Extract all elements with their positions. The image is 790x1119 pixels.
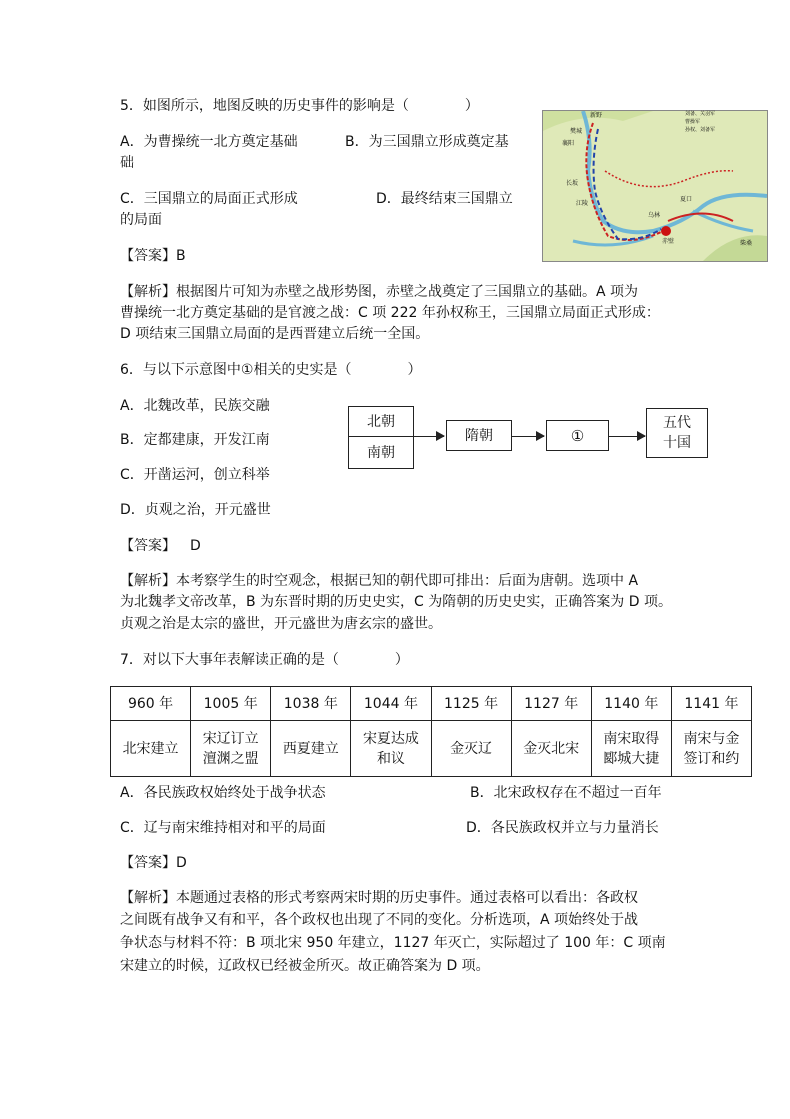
event-line1: 南宋取得 bbox=[603, 730, 660, 747]
q7-expl-text1: 本题通过表格的形式考察两宋时期的历史事件。通过表格可以看出：各政权 bbox=[176, 890, 638, 906]
year-cell: 1125 年 bbox=[431, 687, 511, 721]
five-dynasties-line2: 十国 bbox=[663, 435, 691, 451]
arrow-3 bbox=[609, 436, 645, 437]
map-place-xiangyang: 襄阳 bbox=[562, 140, 575, 147]
q5-option-a: A．为曹操统一北方奠定基础 bbox=[120, 134, 298, 150]
year-cell: 1044 年 bbox=[351, 687, 431, 721]
event-line1: 宋辽订立 bbox=[202, 730, 259, 747]
year-cell: 960 年 bbox=[111, 687, 191, 721]
q6-answer-label: 【答案】 bbox=[120, 538, 176, 554]
q7-option-b: B．北宋政权存在不超过一百年 bbox=[470, 785, 662, 801]
event-line1: 金灭北宋 bbox=[523, 740, 580, 757]
q6-answer-value: D bbox=[190, 538, 201, 554]
event-cell bbox=[271, 721, 351, 777]
events-table bbox=[110, 686, 752, 777]
map-legend-3: 孙权、刘备军 bbox=[685, 127, 716, 133]
q6-explanation-line1 bbox=[120, 571, 638, 591]
box-south-dynasty: 南朝 bbox=[348, 436, 414, 469]
event-line1: 北宋建立 bbox=[122, 740, 179, 757]
map-place-changban: 长坂 bbox=[566, 180, 579, 187]
q7-option-c: C．辽与南宋维持相对和平的局面 bbox=[120, 820, 326, 836]
year-cell: 1038 年 bbox=[271, 687, 351, 721]
q5-option-d: D．最终结束三国鼎立 bbox=[376, 191, 513, 207]
q6-option-c: C．开凿运河，创立科举 bbox=[120, 467, 270, 483]
event-cell bbox=[671, 721, 751, 777]
event-line2: 郾城大捷 bbox=[603, 750, 660, 767]
map-place-chibi: 赤壁 bbox=[662, 238, 675, 245]
q6-expl-label: 【解析】 bbox=[120, 573, 176, 589]
box-five-dynasties bbox=[646, 408, 708, 458]
q7-explanation-line3: 争状态与材料不符：B 项北宋 950 年建立，1127 年灭亡，实际超过了 100 年：C 项南 bbox=[120, 935, 666, 951]
q6-option-a: A．北魏改革，民族交融 bbox=[120, 398, 270, 414]
event-cell bbox=[111, 721, 191, 777]
map-place-jiangling: 江陵 bbox=[576, 200, 589, 207]
q7-answer: 【答案】D bbox=[120, 855, 187, 871]
q5-option-d-cont: 的局面 bbox=[120, 212, 162, 228]
year-cell: 1141 年 bbox=[671, 687, 751, 721]
q5-stem: 5．如图所示，地图反映的历史事件的影响是（ ） bbox=[120, 98, 479, 114]
q6-explanation-line2: 为北魏孝文帝改革，B 为东晋时期的历史史实，C 为隋朝的历史史实，正确答案为 D 项。 bbox=[120, 594, 672, 610]
event-cell bbox=[351, 721, 431, 777]
box-north-dynasty: 北朝 bbox=[348, 406, 414, 437]
event-line1: 南宋与金 bbox=[683, 730, 740, 747]
map-place-wulin: 乌林 bbox=[648, 212, 661, 219]
q7-option-a: A．各民族政权始终处于战争状态 bbox=[120, 785, 326, 801]
event-line1: 金灭辽 bbox=[450, 740, 493, 757]
table-row-events bbox=[111, 721, 752, 777]
q6-option-d: D．贞观之治，开元盛世 bbox=[120, 502, 271, 518]
q7-expl-label: 【解析】 bbox=[120, 890, 176, 906]
q7-explanation-line2: 之间既有战争又有和平，各个政权也出现了不同的变化。分析选项，A 项始终处于战 bbox=[120, 912, 639, 928]
q5-option-c: C．三国鼎立的局面正式形成 bbox=[120, 191, 298, 207]
q5-explanation-line3: D 项结束三国鼎立局面的是西晋建立后统一全国。 bbox=[120, 326, 430, 342]
q6-explanation-line3: 贞观之治是太宗的盛世，开元盛世为唐玄宗的盛世。 bbox=[120, 616, 442, 632]
year-cell: 1140 年 bbox=[591, 687, 671, 721]
q5-explanation-line1 bbox=[120, 282, 638, 302]
q5-expl-label: 【解析】 bbox=[120, 284, 176, 300]
q5-explanation-line2: 曹操统一北方奠定基础的是官渡之战：C 项 222 年孙权称王，三国鼎立局面正式形成： bbox=[120, 305, 660, 321]
map-place-xinye: 新野 bbox=[590, 112, 603, 119]
q6-expl-text1: 本考察学生的时空观念，根据已知的朝代即可排出：后面为唐朝。选项中 A bbox=[176, 573, 639, 589]
q6-option-b: B．定都建康，开发江南 bbox=[120, 432, 270, 448]
year-cell: 1127 年 bbox=[511, 687, 591, 721]
q7-stem: 7．对以下大事年表解读正确的是（ ） bbox=[120, 652, 409, 668]
q7-explanation-line4: 宋建立的时候，辽政权已经被金所灭。故正确答案为 D 项。 bbox=[120, 958, 490, 974]
event-line2: 和议 bbox=[376, 750, 405, 767]
q5-option-b: B．为三国鼎立形成奠定基 bbox=[345, 134, 509, 150]
q5-answer: 【答案】B bbox=[120, 248, 186, 264]
box-circle-one: ① bbox=[546, 420, 609, 451]
q5-expl-text1: 根据图片可知为赤壁之战形势图，赤壁之战奠定了三国鼎立的基础。A 项为 bbox=[176, 284, 639, 300]
q7-explanation-line1 bbox=[120, 888, 638, 908]
five-dynasties-line1: 五代 bbox=[663, 415, 691, 431]
table-row-years bbox=[111, 687, 752, 721]
q5-option-b-cont: 础 bbox=[120, 155, 134, 171]
event-line1: 西夏建立 bbox=[282, 740, 339, 757]
map-legend-1: 刘备、关羽军 bbox=[685, 111, 716, 117]
event-cell bbox=[511, 721, 591, 777]
arrow-2 bbox=[512, 436, 544, 437]
event-line2: 签订和约 bbox=[683, 750, 740, 767]
map-place-fancheng: 樊城 bbox=[570, 128, 583, 135]
event-cell bbox=[431, 721, 511, 777]
event-line1: 宋夏达成 bbox=[362, 730, 419, 747]
event-cell bbox=[191, 721, 271, 777]
map-place-xiakou: 夏口 bbox=[680, 196, 693, 203]
q7-option-d: D．各民族政权并立与力量消长 bbox=[466, 820, 659, 836]
event-line2: 澶渊之盟 bbox=[202, 750, 259, 767]
map-legend-2: 曹操军 bbox=[685, 119, 701, 125]
box-sui-dynasty: 隋朝 bbox=[446, 420, 512, 451]
q6-answer bbox=[120, 536, 201, 556]
arrow-1 bbox=[414, 436, 444, 437]
year-cell: 1005 年 bbox=[191, 687, 271, 721]
map-place-chaisang: 柴桑 bbox=[740, 240, 753, 247]
event-cell bbox=[591, 721, 671, 777]
q6-stem: 6．与以下示意图中①相关的史实是（ ） bbox=[120, 362, 422, 378]
